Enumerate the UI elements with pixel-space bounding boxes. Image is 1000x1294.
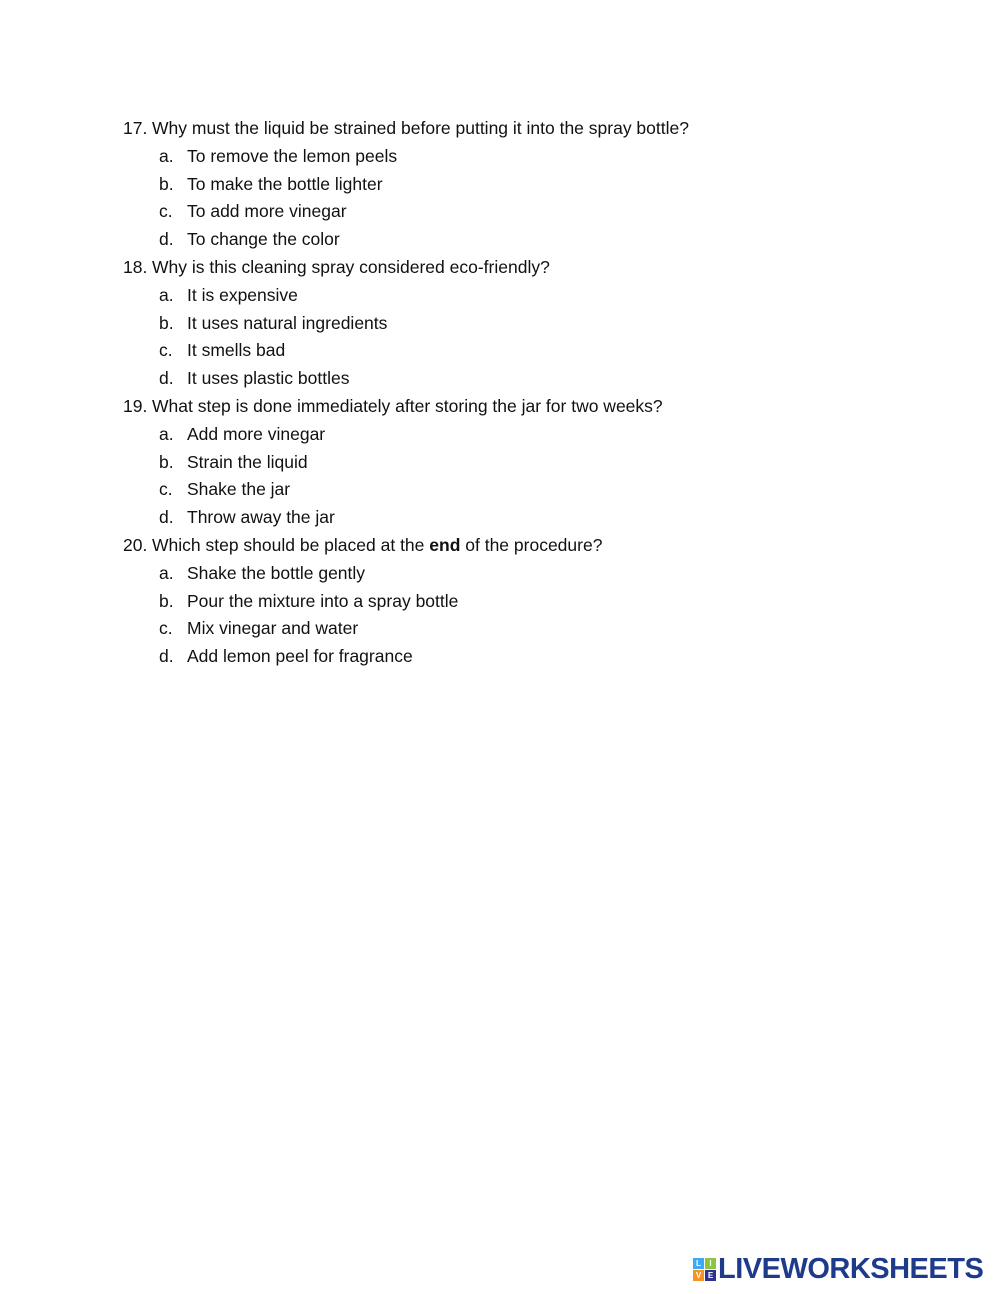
- option-letter: d.: [159, 507, 174, 528]
- option-letter: b.: [159, 590, 174, 611]
- option-letter: a.: [159, 562, 174, 583]
- option-text: To remove the lemon peels: [187, 145, 398, 166]
- question-text: Why must the liquid be strained before putting it into the spray bottle?: [152, 118, 689, 138]
- option-letter: a.: [159, 284, 174, 305]
- option-letter: c.: [159, 340, 173, 361]
- option-b[interactable]: [0, 171, 1000, 199]
- option-text: Pour the mixture into a spray bottle: [187, 590, 459, 611]
- option-c[interactable]: [0, 198, 1000, 226]
- option-d[interactable]: [0, 504, 1000, 532]
- option-c[interactable]: [0, 476, 1000, 504]
- liveworksheets-branding: [693, 1253, 983, 1285]
- option-letter: c.: [159, 201, 173, 222]
- option-text: To make the bottle lighter: [187, 173, 383, 194]
- logo-cell-v: V: [693, 1270, 704, 1281]
- liveworksheets-logo-icon: [693, 1258, 716, 1281]
- option-text: To change the color: [187, 229, 340, 250]
- logo-cell-e: E: [705, 1270, 716, 1281]
- question-text: Why is this cleaning spray considered eco-friendly?: [152, 256, 550, 277]
- question-line: [0, 532, 1000, 560]
- option-letter: d.: [159, 229, 174, 250]
- question-line: [0, 254, 1000, 282]
- question-19: [0, 393, 1000, 532]
- option-a[interactable]: [0, 421, 1000, 449]
- option-letter: b.: [159, 451, 174, 472]
- option-b[interactable]: [0, 449, 1000, 477]
- option-text: Add lemon peel for fragrance: [187, 646, 413, 667]
- question-20: [0, 532, 1000, 671]
- option-a[interactable]: [0, 560, 1000, 588]
- option-letter: b.: [159, 173, 174, 194]
- option-text: It uses plastic bottles: [187, 368, 350, 389]
- question-text-after: of the procedure?: [460, 534, 603, 555]
- option-text: It uses natural ingredients: [187, 312, 388, 333]
- question-text: [152, 532, 602, 560]
- option-text: Shake the bottle gently: [187, 562, 366, 583]
- option-d[interactable]: [0, 365, 1000, 393]
- option-a[interactable]: [0, 143, 1000, 171]
- option-letter: b.: [159, 312, 174, 333]
- option-text: To add more vinegar: [187, 201, 347, 222]
- question-18: [0, 254, 1000, 393]
- option-b[interactable]: [0, 310, 1000, 338]
- liveworksheets-wordmark: LIVEWORKSHEETS: [718, 1253, 984, 1285]
- option-letter: a.: [159, 423, 174, 444]
- question-text-before: Which step should be placed at the: [152, 534, 430, 555]
- option-letter: a.: [159, 145, 174, 166]
- question-line: [0, 393, 1000, 421]
- worksheet: [0, 115, 1000, 671]
- option-text: Mix vinegar and water: [187, 618, 359, 639]
- option-text: Shake the jar: [187, 479, 291, 500]
- question-text-emphasis: end: [429, 534, 461, 555]
- option-letter: d.: [159, 646, 174, 667]
- option-letter: d.: [159, 368, 174, 389]
- option-d[interactable]: [0, 643, 1000, 671]
- option-letter: c.: [159, 479, 173, 500]
- question-17: [0, 115, 1000, 254]
- option-letter: c.: [159, 618, 173, 639]
- option-b[interactable]: [0, 588, 1000, 616]
- question-line: [0, 115, 1000, 143]
- question-text: What step is done immediately after storing the jar for two weeks?: [152, 395, 663, 416]
- option-a[interactable]: [0, 282, 1000, 310]
- option-text: It smells bad: [187, 340, 286, 361]
- option-text: Add more vinegar: [187, 423, 326, 444]
- question-number: 20.: [123, 534, 148, 555]
- question-number: 19.: [123, 395, 148, 416]
- logo-cell-i: I: [705, 1258, 716, 1269]
- option-text: Strain the liquid: [187, 451, 308, 472]
- option-c[interactable]: [0, 337, 1000, 365]
- logo-cell-l: L: [693, 1258, 704, 1269]
- question-number: 17.: [123, 118, 148, 138]
- option-text: It is expensive: [187, 284, 298, 305]
- option-d[interactable]: [0, 226, 1000, 254]
- option-c[interactable]: [0, 615, 1000, 643]
- question-number: 18.: [123, 256, 148, 277]
- option-text: Throw away the jar: [187, 507, 335, 528]
